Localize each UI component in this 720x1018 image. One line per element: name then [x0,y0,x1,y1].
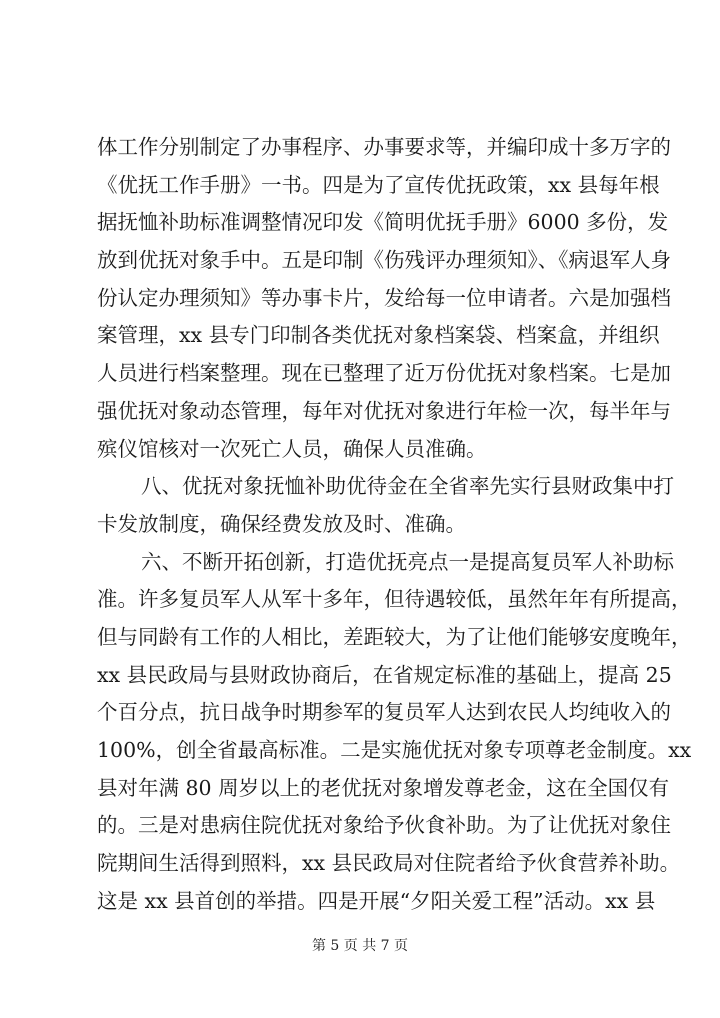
text-line: 县对年满 80 周岁以上的老优抚对象增发尊老金，这在全国仅有 [97,775,670,800]
paragraph [97,544,692,921]
text-line: 的。三是对患病住院优抚对象给予伙食补助。为了让优抚对象住 [97,813,671,838]
text-line: 人员进行档案整理。现在已整理了近万份优抚对象档案。七是加 [97,361,671,386]
text-line: 这是 xx 县首创的举措。四是开展“夕阳关爱工程”活动。xx 县 [97,888,656,913]
text-line: 体工作分别制定了办事程序、办事要求等，并编印成十多万字的 [97,135,671,159]
text-line: 六、不断开拓创新，打造优抚亮点一是提高复员军人补助标 [141,549,674,574]
paragraph [97,468,674,543]
page-number: 第 5 页 共 7 页 [311,938,409,954]
text-line: xx 县民政局与县财政协商后，在省规定标准的基础上，提高 25 [97,662,672,687]
text-line: 100%，创全省最高标准。二是实施优抚对象专项尊老金制度。xx [97,738,692,762]
text-line: 卡发放制度，确保经费发放及时、准确。 [97,511,466,536]
text-line: 案管理，xx 县专门印制各类优抚对象档案袋、档案盒，并组织 [97,323,660,348]
text-line: 份认定办理须知》等办事卡片，发给每一位申请者。六是加强档 [97,285,671,310]
text-line: 据抚恤补助标准调整情况印发《简明优抚手册》6000 多份，发 [97,210,669,235]
text-line: 放到优抚对象手中。五是印制《伤残评办理须知》、《病退军人身 [97,248,671,273]
paragraph [97,129,671,468]
text-line: 院期间生活得到照料，xx 县民政局对住院者给予伙食营养补助。 [97,851,681,876]
text-line: 《优抚工作手册》一书。四是为了宣传优抚政策，xx 县每年根 [97,172,660,197]
text-line: 准。许多复员军人从军十多年，但待遇较低，虽然年年有所提高， [97,587,692,612]
text-line: 但与同龄有工作的人相比，差距较大，为了让他们能够安度晚年， [97,624,692,649]
text-line: 个百分点，抗日战争时期参军的复员军人达到农民人均纯收入的 [97,700,671,725]
text-line: 强优抚对象动态管理，每年对优抚对象进行年检一次，每半年与 [97,398,671,423]
text-line: 殡仪馆核对一次死亡人员，确保人员准确。 [97,436,487,461]
document-body [97,129,692,920]
text-line: 八、优抚对象抚恤补助优待金在全省率先实行县财政集中打 [141,474,674,499]
